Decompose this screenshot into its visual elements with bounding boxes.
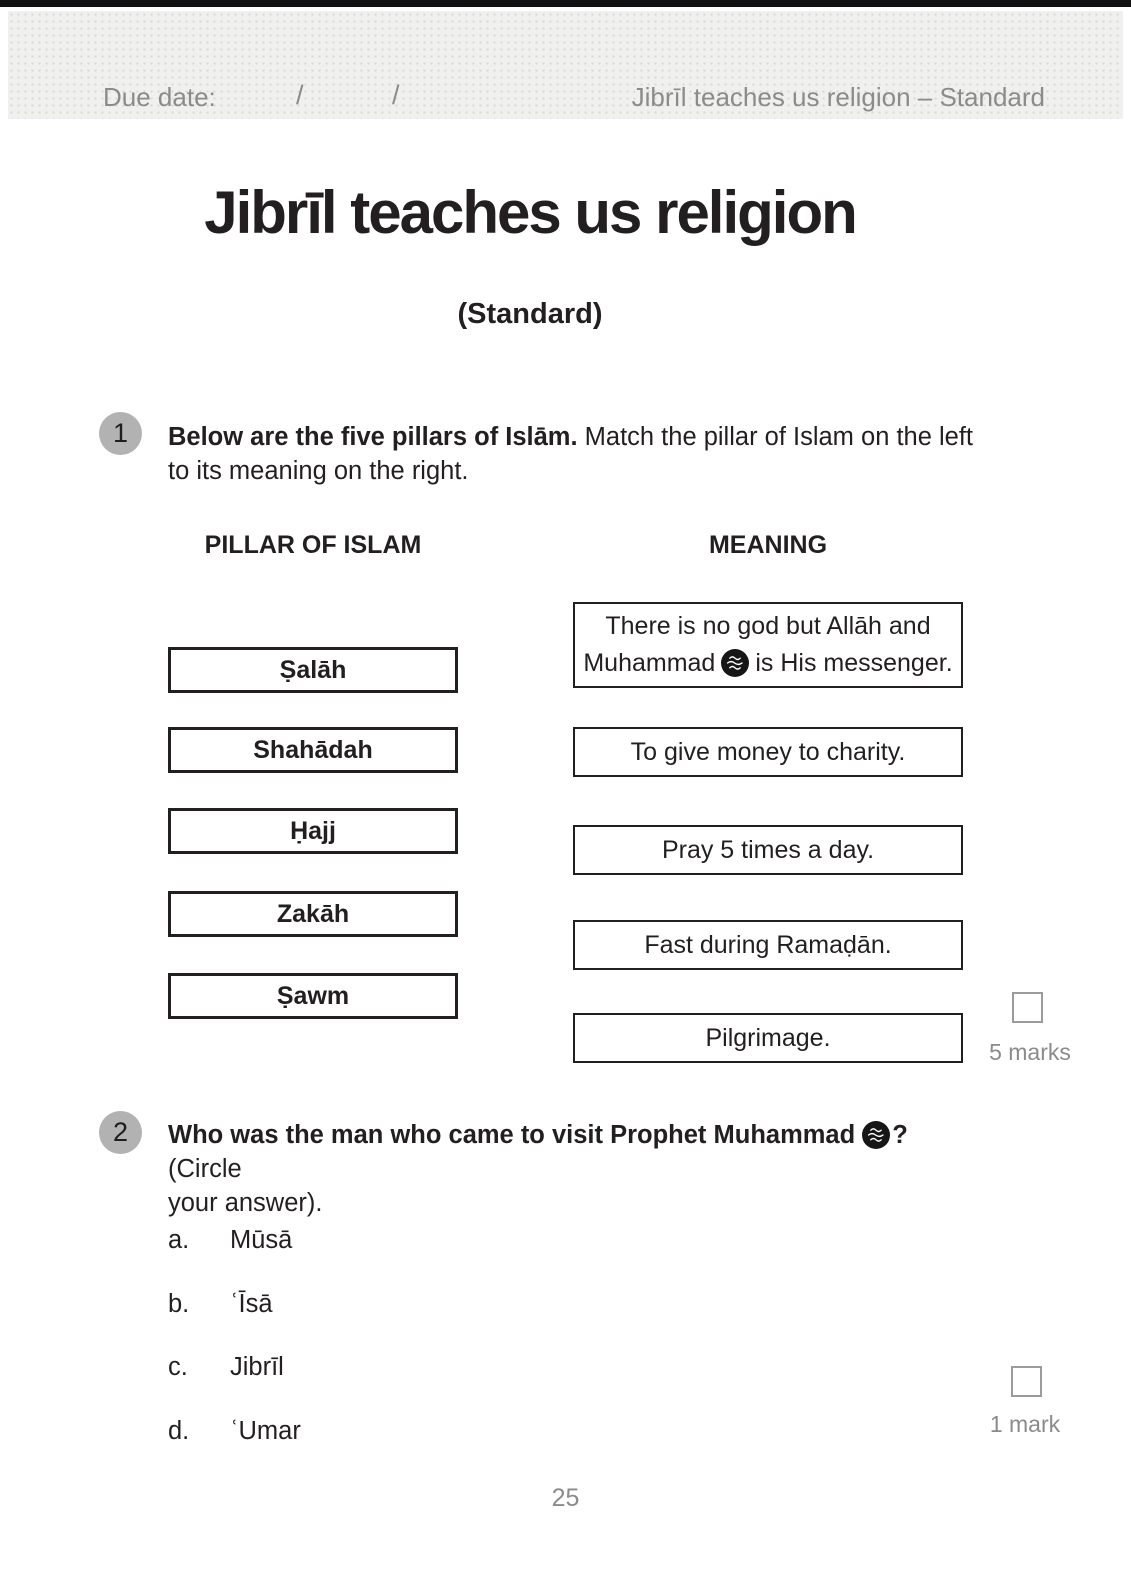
- column-header-meaning: MEANING: [708, 531, 828, 559]
- pillar-box-zakah[interactable]: Zakāh: [168, 891, 458, 937]
- question-1-prompt-regular: Match the pillar of Islam on the left: [584, 423, 974, 451]
- top-edge-bar: [0, 0, 1131, 7]
- q1-marks-label: 5 marks: [989, 1039, 1071, 1065]
- question-2-number-badge: [99, 1111, 142, 1154]
- question-1-prompt: [168, 420, 988, 488]
- due-date-label: Due date:: [103, 82, 216, 112]
- page-number: 25: [551, 1484, 580, 1512]
- page-subtitle: (Standard): [457, 298, 603, 330]
- due-date-slash-2: /: [392, 80, 400, 110]
- question-1-number: 1: [112, 418, 129, 448]
- option-a-text: Mūsā: [230, 1226, 293, 1254]
- pbuh-symbol-icon: [721, 649, 749, 677]
- question-1-number-badge: [99, 412, 142, 455]
- meaning-shahadah-line2-post: is His messenger.: [755, 649, 953, 677]
- meaning-fast-text: Fast during Ramaḍān.: [644, 930, 892, 959]
- option-a-letter: a.: [168, 1226, 190, 1254]
- option-b-letter: b.: [168, 1290, 190, 1318]
- meaning-shahadah-line1: There is no god but Allāh and: [605, 612, 931, 640]
- meaning-box-pray[interactable]: [573, 825, 963, 875]
- q2-marks-checkbox[interactable]: [1011, 1366, 1042, 1397]
- q2-marks-label: 1 mark: [989, 1411, 1061, 1437]
- meaning-shahadah-line2-pre: Muhammad: [583, 649, 716, 677]
- pillar-box-sawm[interactable]: Ṣawm: [168, 973, 458, 1019]
- meaning-box-fast[interactable]: [573, 920, 963, 970]
- running-header-title: Jibrīl teaches us religion – Standard: [631, 82, 1045, 112]
- page-header-band: [8, 11, 1123, 119]
- q1-marks-checkbox[interactable]: [1012, 992, 1043, 1023]
- meaning-pray-text: Pray 5 times a day.: [661, 835, 875, 864]
- option-c-text: Jibrīl: [230, 1353, 284, 1381]
- option-c-jibril[interactable]: [168, 1353, 284, 1382]
- option-a-musa[interactable]: [168, 1226, 292, 1255]
- pbuh-symbol-icon: [862, 1121, 890, 1149]
- pillar-box-hajj[interactable]: Ḥajj: [168, 808, 458, 854]
- pillar-box-shahadah[interactable]: Shahādah: [168, 727, 458, 773]
- option-b-isa[interactable]: [168, 1290, 273, 1319]
- page-title: Jibrīl teaches us religion: [204, 179, 856, 246]
- option-d-umar[interactable]: [168, 1417, 301, 1446]
- meaning-charity-text: To give money to charity.: [630, 737, 906, 766]
- question-2-number: 2: [112, 1117, 129, 1147]
- meaning-box-pilgrimage[interactable]: [573, 1013, 963, 1063]
- option-c-letter: c.: [168, 1353, 188, 1381]
- question-1-prompt-line2: to its meaning on the right.: [168, 457, 469, 485]
- option-d-letter: d.: [168, 1417, 190, 1445]
- due-date-slash-1: /: [296, 80, 304, 110]
- meaning-pilgrimage-text: Pilgrimage.: [705, 1023, 831, 1052]
- question-2-prompt-regular: (Circle: [168, 1155, 242, 1183]
- question-1-prompt-bold: Below are the five pillars of Islām.: [168, 423, 578, 451]
- question-2-prompt: [168, 1118, 988, 1220]
- option-d-text: ʿUmar: [230, 1417, 301, 1445]
- meaning-box-charity[interactable]: [573, 727, 963, 777]
- meaning-shahadah-line2: [583, 645, 952, 682]
- question-2-prompt-bold: Who was the man who came to visit Prophet Muhammad: [168, 1121, 856, 1149]
- pillar-box-salah[interactable]: Ṣalāh: [168, 647, 458, 693]
- option-b-text: ʿĪsā: [230, 1290, 273, 1318]
- meaning-box-shahadah[interactable]: [573, 602, 963, 688]
- question-2-prompt-line2: your answer).: [168, 1189, 323, 1217]
- question-2-prompt-qmark: ?: [892, 1121, 908, 1149]
- column-header-pillar-of-islam: PILLAR OF ISLAM: [204, 531, 422, 559]
